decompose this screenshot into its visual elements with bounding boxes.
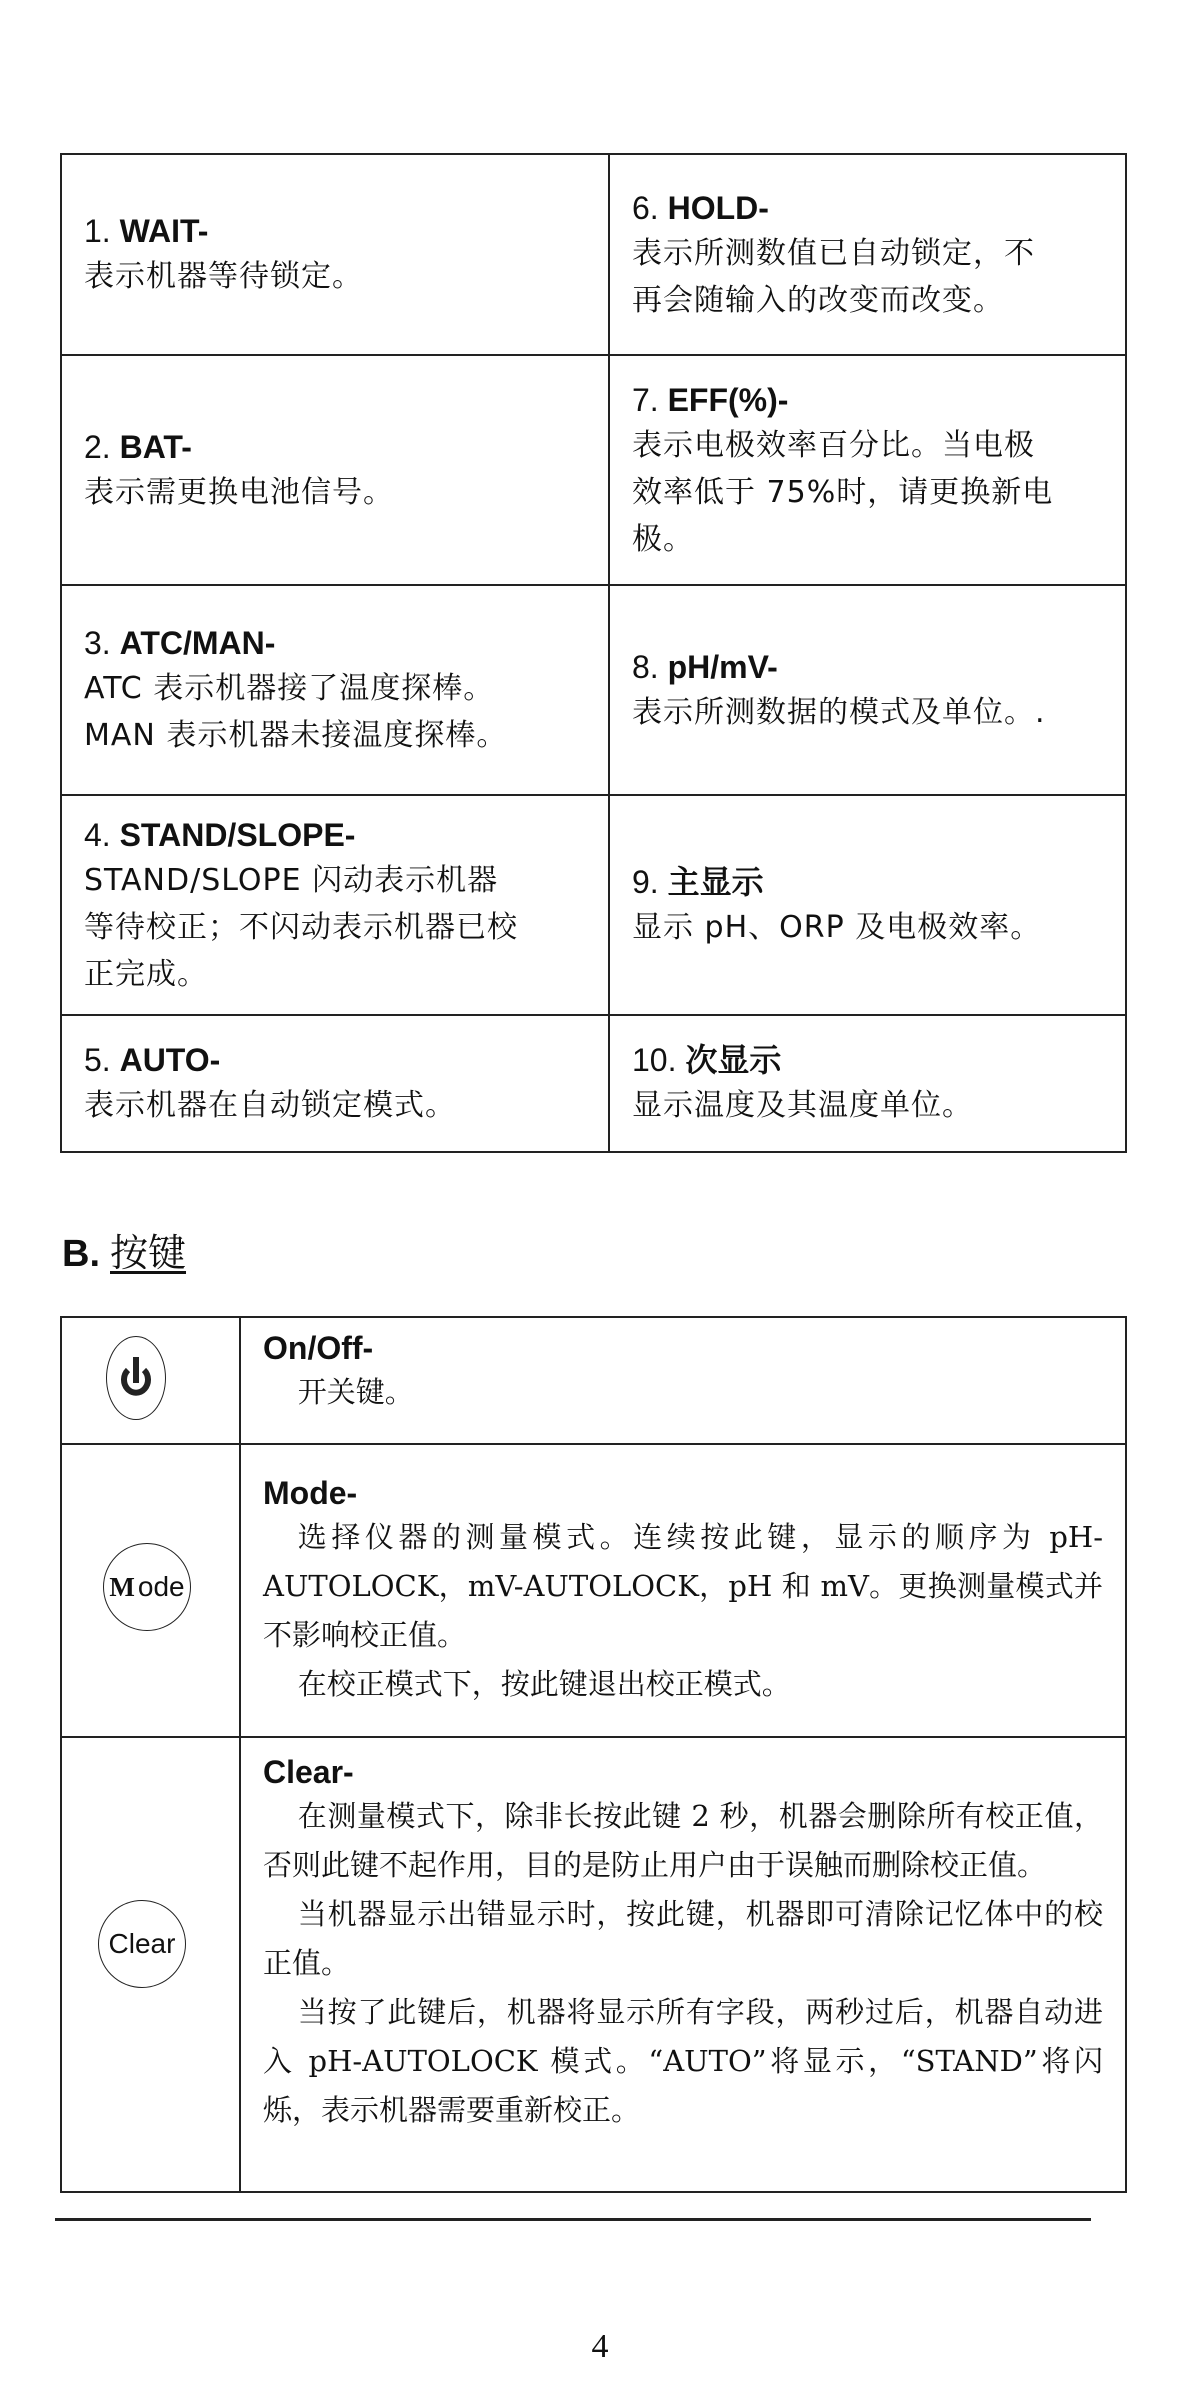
indicator-row xyxy=(62,584,1125,794)
indicator-cell-ph-mv xyxy=(608,586,1125,794)
indicator-title: 8. pH/mV- xyxy=(632,648,778,685)
key-icon-cell xyxy=(62,1445,239,1736)
key-paragraph: 当按了此键后，机器将显示所有字段，两秒过后，机器自动进入 pH-AUTOLOCK 模式。“AUTO”将显示，“STAND”将闪烁，表示机器需要重新校正。 xyxy=(263,1995,1103,2127)
indicator-desc: 表示机器在自动锁定模式。 xyxy=(84,1088,456,1123)
key-title: Mode- xyxy=(263,1474,358,1511)
footer-divider xyxy=(55,2218,1091,2221)
key-paragraph: 开关键。 xyxy=(297,1375,414,1409)
key-title: On/Off- xyxy=(263,1330,374,1366)
indicator-title: 1. WAIT- xyxy=(84,213,209,249)
indicator-cell-eff xyxy=(608,356,1125,584)
indicator-desc: 表示机器等待锁定。 xyxy=(84,259,363,294)
mode-key-label-rest: ode xyxy=(137,1571,185,1602)
key-desc-cell xyxy=(239,1738,1125,2191)
indicator-desc: 表示电极效率百分比。当电极 xyxy=(632,427,1035,463)
clear-key-icon xyxy=(98,1900,186,1988)
indicator-title: 4. STAND/SLOPE- xyxy=(84,816,356,853)
page-number: 4 xyxy=(591,2328,609,2365)
indicator-title: 9. 主显示 xyxy=(632,863,764,900)
key-paragraph: 在校正模式下，按此键退出校正模式。 xyxy=(297,1666,791,1701)
indicator-desc: 显示温度及其温度单位。 xyxy=(632,1088,973,1123)
section-title: 按键 xyxy=(110,1231,187,1275)
indicator-desc: 等待校正；不闪动表示机器已校 xyxy=(84,909,518,945)
section-prefix: B. xyxy=(62,1233,100,1275)
mode-key-icon xyxy=(103,1543,191,1631)
indicator-cell-sub-display xyxy=(608,1016,1125,1151)
key-row-on-off xyxy=(62,1318,1125,1443)
indicator-desc: 再会随输入的改变而改变。 xyxy=(632,282,1004,318)
indicator-cell-atc-man xyxy=(62,586,608,794)
key-desc-cell xyxy=(239,1445,1125,1736)
indicator-cell-wait xyxy=(62,155,608,354)
mode-key-label-m: M xyxy=(109,1571,135,1602)
indicator-desc: 正完成。 xyxy=(84,956,208,992)
key-title: Clear- xyxy=(263,1754,354,1790)
key-icon-cell xyxy=(62,1318,239,1443)
indicator-table xyxy=(60,153,1127,1153)
keys-table xyxy=(60,1316,1127,2193)
clear-key-label: Clear xyxy=(108,1928,176,1959)
indicator-title: 6. HOLD- xyxy=(632,189,769,226)
key-paragraph: 选择仪器的测量模式。连续按此键，显示的顺序为 pH-AUTOLOCK，mV-AUTOLOCK，pH 和 mV。更换测量模式并不影响校正值。 xyxy=(263,1519,1103,1652)
key-desc xyxy=(263,1368,1103,1417)
power-icon xyxy=(106,1336,166,1420)
indicator-desc: 效率低于 75%时，请更换新电 xyxy=(632,474,1054,510)
key-desc-cell xyxy=(239,1318,1125,1443)
key-paragraph: 在测量模式下，除非长按此键 2 秒，机器会删除所有校正值，否则此键不起作用，目的是防止用户由于误触而删除校正值。 xyxy=(263,1799,1103,1882)
power-glyph-icon xyxy=(118,1353,154,1403)
indicator-desc: 表示需更换电池信号。 xyxy=(84,474,394,510)
indicator-cell-bat xyxy=(62,356,608,584)
indicator-title: 10. 次显示 xyxy=(632,1042,782,1078)
indicator-desc: 极。 xyxy=(632,521,694,557)
indicator-row xyxy=(62,354,1125,584)
indicator-title: 5. AUTO- xyxy=(84,1042,221,1078)
indicator-cell-hold xyxy=(608,155,1125,354)
section-heading-keys xyxy=(62,1222,186,1277)
indicator-title: 7. EFF(%)- xyxy=(632,381,789,418)
indicator-desc: MAN 表示机器未接温度探棒。 xyxy=(84,718,508,753)
key-desc xyxy=(263,1513,1103,1709)
key-icon-cell xyxy=(62,1738,239,2191)
indicator-desc: 表示所测数据的模式及单位。. xyxy=(632,694,1046,730)
indicator-row xyxy=(62,1014,1125,1151)
indicator-title: 3. ATC/MAN- xyxy=(84,625,276,661)
indicator-title: 2. BAT- xyxy=(84,428,192,465)
indicator-desc: 显示 pH、ORP 及电极效率。 xyxy=(632,909,1042,945)
indicator-cell-auto xyxy=(62,1016,608,1151)
indicator-cell-main-display xyxy=(608,796,1125,1014)
indicator-row xyxy=(62,794,1125,1014)
key-row-mode xyxy=(62,1443,1125,1736)
indicator-cell-stand-slope xyxy=(62,796,608,1014)
key-row-clear xyxy=(62,1736,1125,2191)
indicator-desc: STAND/SLOPE 闪动表示机器 xyxy=(84,862,499,898)
indicator-desc: ATC 表示机器接了温度探棒。 xyxy=(84,671,495,706)
key-paragraph: 当机器显示出错显示时，按此键，机器即可清除记忆体中的校正值。 xyxy=(263,1897,1103,1980)
indicator-desc: 表示所测数值已自动锁定，不 xyxy=(632,235,1035,271)
indicator-row xyxy=(62,155,1125,354)
key-desc xyxy=(263,1792,1103,2135)
